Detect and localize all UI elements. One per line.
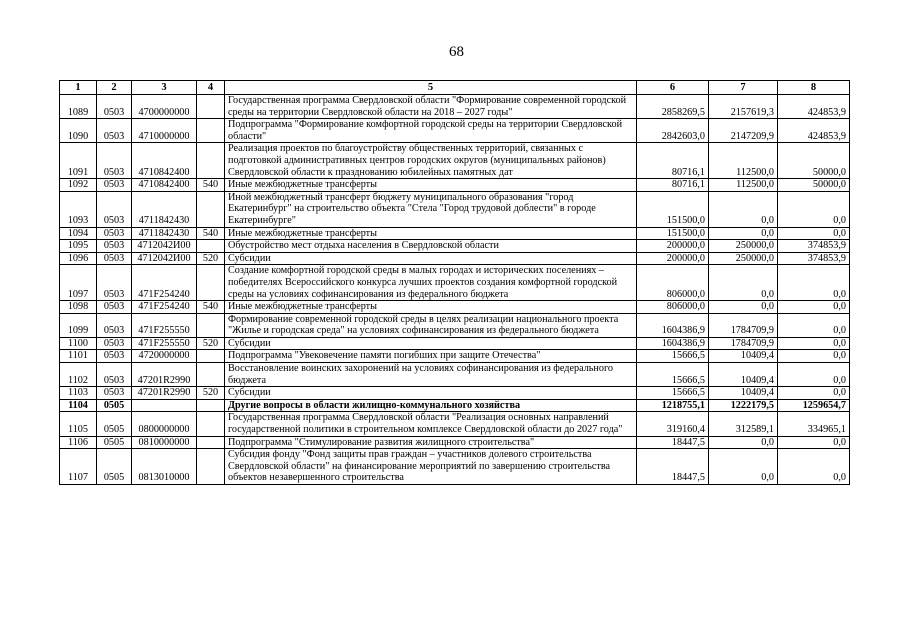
section-code: 0503 <box>97 363 132 387</box>
table-row <box>60 143 850 179</box>
row-number: 1098 <box>60 301 97 314</box>
row-number: 1100 <box>60 337 97 350</box>
expense-type-code <box>197 265 225 301</box>
expense-type-code <box>197 449 225 485</box>
amount-col6: 18447,5 <box>637 436 709 449</box>
amount-col8: 0,0 <box>778 313 850 337</box>
row-number: 1104 <box>60 399 97 412</box>
amount-col6: 15666,5 <box>637 387 709 400</box>
item-name: Формирование современной городской среды в целях реализации национального проекта "Жилье и городская среда" на условиях софинансирования из федерального бюджета <box>225 313 637 337</box>
table-row <box>60 179 850 192</box>
amount-col8: 0,0 <box>778 350 850 363</box>
table-row <box>60 436 850 449</box>
item-name: Подпрограмма "Увековечение памяти погибших при защите Отечества" <box>225 350 637 363</box>
row-number: 1099 <box>60 313 97 337</box>
column-header: 7 <box>709 81 778 95</box>
amount-col8: 374853,9 <box>778 252 850 265</box>
amount-col7: 0,0 <box>709 191 778 227</box>
item-name: Иные межбюджетные трансферты <box>225 179 637 192</box>
amount-col7: 2147209,9 <box>709 119 778 143</box>
amount-col6: 151500,0 <box>637 227 709 240</box>
expense-type-code <box>197 436 225 449</box>
amount-col7: 112500,0 <box>709 143 778 179</box>
expense-type-code <box>197 119 225 143</box>
target-article-code: 4711842430 <box>132 227 197 240</box>
row-number: 1103 <box>60 387 97 400</box>
column-header: 3 <box>132 81 197 95</box>
expense-type-code <box>197 350 225 363</box>
row-number: 1107 <box>60 449 97 485</box>
table-row <box>60 363 850 387</box>
target-article-code: 4711842430 <box>132 191 197 227</box>
section-code: 0503 <box>97 265 132 301</box>
section-code: 0503 <box>97 350 132 363</box>
target-article-code: 4700000000 <box>132 95 197 119</box>
amount-col6: 1604386,9 <box>637 313 709 337</box>
row-number: 1101 <box>60 350 97 363</box>
target-article-code: 471F255550 <box>132 313 197 337</box>
expense-type-code <box>197 143 225 179</box>
amount-col8: 50000,0 <box>778 143 850 179</box>
amount-col8: 0,0 <box>778 301 850 314</box>
target-article-code: 471F255550 <box>132 337 197 350</box>
amount-col7: 10409,4 <box>709 350 778 363</box>
amount-col8: 0,0 <box>778 436 850 449</box>
section-code: 0503 <box>97 119 132 143</box>
amount-col7: 112500,0 <box>709 179 778 192</box>
amount-col6: 200000,0 <box>637 252 709 265</box>
item-name: Иные межбюджетные трансферты <box>225 227 637 240</box>
item-name: Восстановление воинских захоронений на условиях софинансирования из федерального бюджета <box>225 363 637 387</box>
target-article-code: 4710000000 <box>132 119 197 143</box>
section-code: 0503 <box>97 191 132 227</box>
amount-col7: 10409,4 <box>709 387 778 400</box>
item-name: Реализация проектов по благоустройству общественных территорий, связанных с подготовкой административных центров городских округов (муниципальных районов) Свердловской области к празднованию юбилейных памятных дат <box>225 143 637 179</box>
amount-col6: 319160,4 <box>637 412 709 436</box>
target-article-code: 4712042И00 <box>132 252 197 265</box>
target-article-code: 0810000000 <box>132 436 197 449</box>
target-article-code: 0800000000 <box>132 412 197 436</box>
expense-type-code: 540 <box>197 227 225 240</box>
page-number: 68 <box>449 44 464 60</box>
amount-col7: 0,0 <box>709 449 778 485</box>
amount-col6: 806000,0 <box>637 265 709 301</box>
section-code: 0505 <box>97 436 132 449</box>
amount-col7: 0,0 <box>709 301 778 314</box>
amount-col6: 80716,1 <box>637 143 709 179</box>
amount-col8: 1259654,7 <box>778 399 850 412</box>
amount-col6: 806000,0 <box>637 301 709 314</box>
target-article-code: 4710842400 <box>132 143 197 179</box>
table-row <box>60 119 850 143</box>
table-row <box>60 412 850 436</box>
row-number: 1097 <box>60 265 97 301</box>
row-number: 1094 <box>60 227 97 240</box>
expense-type-code <box>197 399 225 412</box>
section-code: 0503 <box>97 337 132 350</box>
column-header: 8 <box>778 81 850 95</box>
table-row <box>60 227 850 240</box>
row-number: 1096 <box>60 252 97 265</box>
row-number: 1106 <box>60 436 97 449</box>
expense-type-code: 520 <box>197 337 225 350</box>
expense-type-code <box>197 313 225 337</box>
item-name: Государственная программа Свердловской области "Реализация основных направлений государственной политики в строительном комплексе Свердловской области до 2027 года" <box>225 412 637 436</box>
table-row <box>60 301 850 314</box>
section-code: 0503 <box>97 143 132 179</box>
item-name: Государственная программа Свердловской области "Формирование современной городской среды на территории Свердловской области на 2018 – 2027 годы" <box>225 95 637 119</box>
amount-col8: 0,0 <box>778 449 850 485</box>
table-row <box>60 350 850 363</box>
amount-col8: 424853,9 <box>778 119 850 143</box>
amount-col8: 424853,9 <box>778 95 850 119</box>
target-article-code: 0813010000 <box>132 449 197 485</box>
row-number: 1093 <box>60 191 97 227</box>
item-name: Субсидии <box>225 252 637 265</box>
table-row <box>60 387 850 400</box>
section-code: 0503 <box>97 301 132 314</box>
expense-type-code <box>197 412 225 436</box>
table-row <box>60 399 850 412</box>
item-name: Субсидии <box>225 387 637 400</box>
expense-type-code <box>197 363 225 387</box>
amount-col7: 10409,4 <box>709 363 778 387</box>
item-name: Субсидия фонду "Фонд защиты прав граждан – участников долевого строительства Свердловской области" на финансирование мероприятий по завершению строительства объектов незавершенного строительства <box>225 449 637 485</box>
expense-type-code: 520 <box>197 387 225 400</box>
amount-col8: 0,0 <box>778 363 850 387</box>
table-row <box>60 95 850 119</box>
table-header-row <box>60 81 850 95</box>
amount-col8: 0,0 <box>778 191 850 227</box>
target-article-code: 47201R2990 <box>132 387 197 400</box>
table-row <box>60 265 850 301</box>
expense-type-code <box>197 191 225 227</box>
row-number: 1095 <box>60 240 97 253</box>
amount-col7: 1784709,9 <box>709 313 778 337</box>
amount-col6: 18447,5 <box>637 449 709 485</box>
item-name: Иной межбюджетный трансферт бюджету муниципального образования "город Екатеринбург" на строительство объекта "Стела "Город трудовой доблести" в городе Екатеринбурге" <box>225 191 637 227</box>
column-header: 4 <box>197 81 225 95</box>
target-article-code: 471F254240 <box>132 265 197 301</box>
section-code: 0503 <box>97 227 132 240</box>
table-row <box>60 252 850 265</box>
amount-col7: 1222179,5 <box>709 399 778 412</box>
table-row <box>60 191 850 227</box>
row-number: 1105 <box>60 412 97 436</box>
expense-type-code <box>197 95 225 119</box>
amount-col6: 15666,5 <box>637 363 709 387</box>
budget-table <box>59 80 850 485</box>
item-name: Обустройство мест отдыха населения в Свердловской области <box>225 240 637 253</box>
amount-col8: 50000,0 <box>778 179 850 192</box>
item-name: Иные межбюджетные трансферты <box>225 301 637 314</box>
table-row <box>60 337 850 350</box>
expense-type-code: 520 <box>197 252 225 265</box>
column-header: 2 <box>97 81 132 95</box>
amount-col7: 312589,1 <box>709 412 778 436</box>
amount-col6: 200000,0 <box>637 240 709 253</box>
amount-col7: 1784709,9 <box>709 337 778 350</box>
amount-col7: 0,0 <box>709 265 778 301</box>
amount-col7: 0,0 <box>709 227 778 240</box>
item-name: Создание комфортной городской среды в малых городах и исторических поселениях – победителях Всероссийского конкурса лучших проектов создания комфортной городской среды на условиях софинансирования из федерального бюджета <box>225 265 637 301</box>
amount-col8: 0,0 <box>778 227 850 240</box>
amount-col7: 250000,0 <box>709 240 778 253</box>
column-header: 1 <box>60 81 97 95</box>
amount-col6: 1218755,1 <box>637 399 709 412</box>
expense-type-code <box>197 240 225 253</box>
amount-col6: 2858269,5 <box>637 95 709 119</box>
amount-col6: 15666,5 <box>637 350 709 363</box>
amount-col8: 334965,1 <box>778 412 850 436</box>
amount-col6: 2842603,0 <box>637 119 709 143</box>
row-number: 1092 <box>60 179 97 192</box>
section-code: 0503 <box>97 387 132 400</box>
item-name: Подпрограмма "Стимулирование развития жилищного строительства" <box>225 436 637 449</box>
target-article-code: 4720000000 <box>132 350 197 363</box>
section-code: 0505 <box>97 412 132 436</box>
row-number: 1091 <box>60 143 97 179</box>
amount-col6: 80716,1 <box>637 179 709 192</box>
amount-col7: 2157619,3 <box>709 95 778 119</box>
amount-col6: 151500,0 <box>637 191 709 227</box>
item-name: Другие вопросы в области жилищно-коммунального хозяйства <box>225 399 637 412</box>
target-article-code: 4712042И00 <box>132 240 197 253</box>
amount-col8: 0,0 <box>778 265 850 301</box>
item-name: Подпрограмма "Формирование комфортной городской среды на территории Свердловской области" <box>225 119 637 143</box>
column-header: 5 <box>225 81 637 95</box>
expense-type-code: 540 <box>197 301 225 314</box>
item-name: Субсидии <box>225 337 637 350</box>
column-header: 6 <box>637 81 709 95</box>
section-code: 0503 <box>97 95 132 119</box>
section-code: 0503 <box>97 252 132 265</box>
target-article-code: 471F254240 <box>132 301 197 314</box>
target-article-code: 47201R2990 <box>132 363 197 387</box>
target-article-code <box>132 399 197 412</box>
section-code: 0503 <box>97 179 132 192</box>
target-article-code: 4710842400 <box>132 179 197 192</box>
amount-col8: 0,0 <box>778 337 850 350</box>
table-row <box>60 449 850 485</box>
row-number: 1090 <box>60 119 97 143</box>
section-code: 0503 <box>97 313 132 337</box>
section-code: 0505 <box>97 399 132 412</box>
expense-type-code: 540 <box>197 179 225 192</box>
table-row <box>60 240 850 253</box>
amount-col6: 1604386,9 <box>637 337 709 350</box>
amount-col8: 374853,9 <box>778 240 850 253</box>
row-number: 1102 <box>60 363 97 387</box>
amount-col7: 0,0 <box>709 436 778 449</box>
table-row <box>60 313 850 337</box>
section-code: 0505 <box>97 449 132 485</box>
section-code: 0503 <box>97 240 132 253</box>
amount-col7: 250000,0 <box>709 252 778 265</box>
row-number: 1089 <box>60 95 97 119</box>
amount-col8: 0,0 <box>778 387 850 400</box>
